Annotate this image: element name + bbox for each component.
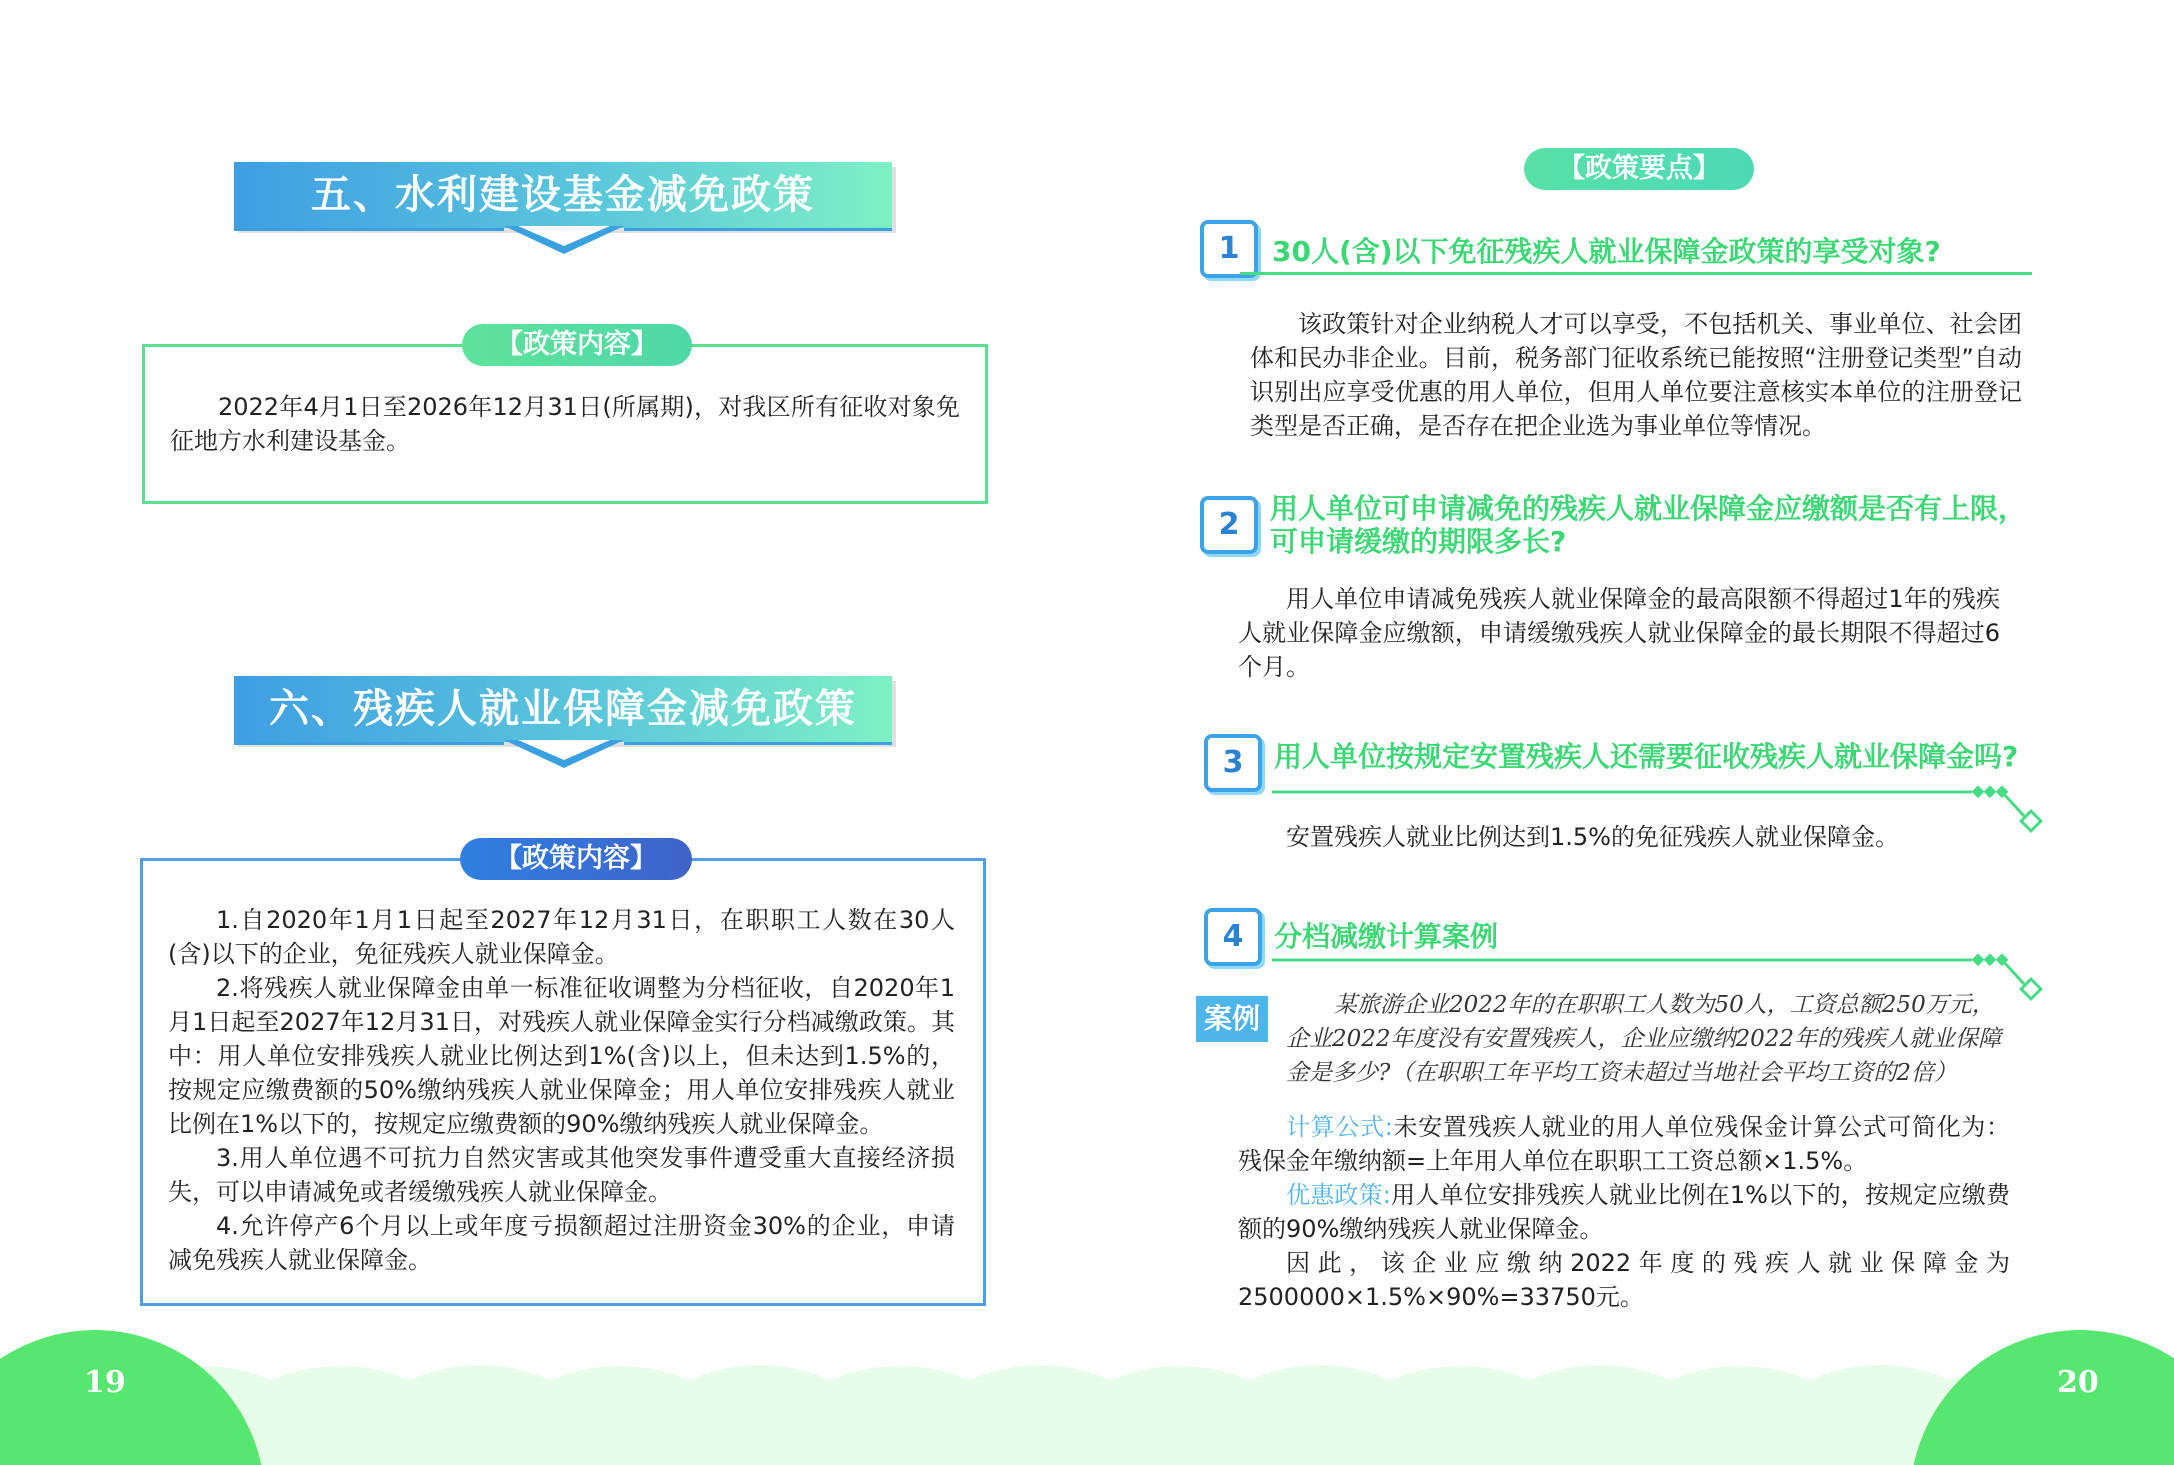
section-title-banner [234, 162, 892, 228]
policy-label: 优惠政策: [1286, 1181, 1391, 1209]
question-title: 分档减缴计算案例 [1274, 920, 1499, 953]
case-description: 某旅游企业2022年的在职职工人数为50人，工资总额250万元，企业2022年度没有安置残疾人，企业应缴纳2022年的残疾人就业保障金是多少?（在职职工年平均工资未超过当地社会平均工资的2倍） [1286, 992, 2002, 1086]
page-number-left: 19 [84, 1365, 126, 1400]
question-number-badge: 2 [1200, 496, 1258, 554]
question-number-badge: 1 [1200, 220, 1258, 278]
policy-content-label: 【政策内容】 [462, 324, 692, 366]
section-title: 五、水利建设基金减免政策 [311, 172, 815, 218]
banner-chevron [504, 226, 624, 258]
policy-points-label: 【政策要点】 [1524, 148, 1754, 190]
policy-content-list [168, 903, 955, 1277]
result-text: 因此，该企业应缴纳2022年度的残疾人就业保障金为2500000×1.5%×90%=33750元。 [1238, 1249, 2010, 1311]
question-answer: 该政策针对企业纳税人才可以享受，不包括机关、事业单位、社会团体和民办非企业。目前，税务部门征收系统已能按照“注册登记类型”自动识别出应享受优惠的用人单位，但用人单位要注意核实本单位的注册登记类型是否正确，是否存在把企业选为事业单位等情况。 [1250, 310, 2022, 440]
page-number-right: 20 [2057, 1365, 2099, 1400]
banner-underline [624, 742, 892, 745]
policy-item: 2.将残疾人就业保障金由单一标准征收调整为分档征收，自2020年1月1日起至2027年12月31日，对残疾人就业保障金实行分档减缴政策。其中：用人单位安排残疾人就业比例达到1%(含)以上，但未达到1.5%的，按规定应缴费额的50%缴纳残疾人就业保障金；用人单位安排残疾人就业比例在1%以下的，按规定应缴费额的90%缴纳残疾人就业保障金。 [168, 974, 955, 1138]
case-badge: 案例 [1196, 996, 1268, 1042]
banner-underline [234, 742, 504, 745]
banner-chevron [504, 740, 624, 772]
formula-text: 未安置残疾人就业的用人单位残保金计算公式可简化为：残保金年缴纳额=上年用人单位在职职工工资总额×1.5%。 [1238, 1113, 2011, 1175]
question-number-badge: 4 [1204, 908, 1262, 966]
policy-content-text: 2022年4月1日至2026年12月31日(所属期)，对我区所有征收对象免征地方水利建设基金。 [170, 393, 960, 455]
policy-item: 4.允许停产6个月以上或年度亏损额超过注册资金30%的企业，申请减免残疾人就业保障金。 [168, 1212, 955, 1274]
section-title: 六、残疾人就业保障金减免政策 [269, 686, 857, 732]
question-title: 用人单位按规定安置残疾人还需要征收残疾人就业保障金吗? [1274, 740, 2019, 773]
section-title-banner [234, 676, 892, 742]
formula-label: 计算公式: [1286, 1113, 1393, 1141]
question-number-badge: 3 [1204, 734, 1262, 792]
footer-wave-decoration [0, 1330, 2174, 1465]
question-underline [1240, 272, 2032, 275]
policy-text: 用人单位安排残疾人就业比例在1%以下的，按规定应缴费额的90%缴纳残疾人就业保障金。 [1238, 1181, 2010, 1243]
question-title: 可申请缓缴的期限多长? [1270, 525, 1567, 558]
question-title: 30人(含)以下免征残疾人就业保障金政策的享受对象? [1272, 235, 1941, 268]
question-answer: 用人单位申请减免残疾人就业保障金的最高限额不得超过1年的残疾人就业保障金应缴额，申请缓缴残疾人就业保障金的最长期限不得超过6个月。 [1238, 585, 2000, 681]
case-calculation [1238, 1110, 2010, 1314]
banner-underline [234, 228, 504, 231]
policy-item: 3.用人单位遇不可抗力自然灾害或其他突发事件遭受重大直接经济损失，可以申请减免或者缓缴残疾人就业保障金。 [168, 1144, 955, 1206]
policy-content-label: 【政策内容】 [460, 838, 692, 880]
question-answer: 安置残疾人就业比例达到1.5%的免征残疾人就业保障金。 [1286, 823, 1899, 851]
question-title: 用人单位可申请减免的残疾人就业保障金应缴额是否有上限， [1270, 492, 2027, 525]
policy-item: 1.自2020年1月1日起至2027年12月31日，在职职工人数在30人(含)以下的企业，免征残疾人就业保障金。 [168, 906, 955, 968]
banner-underline [624, 228, 892, 231]
